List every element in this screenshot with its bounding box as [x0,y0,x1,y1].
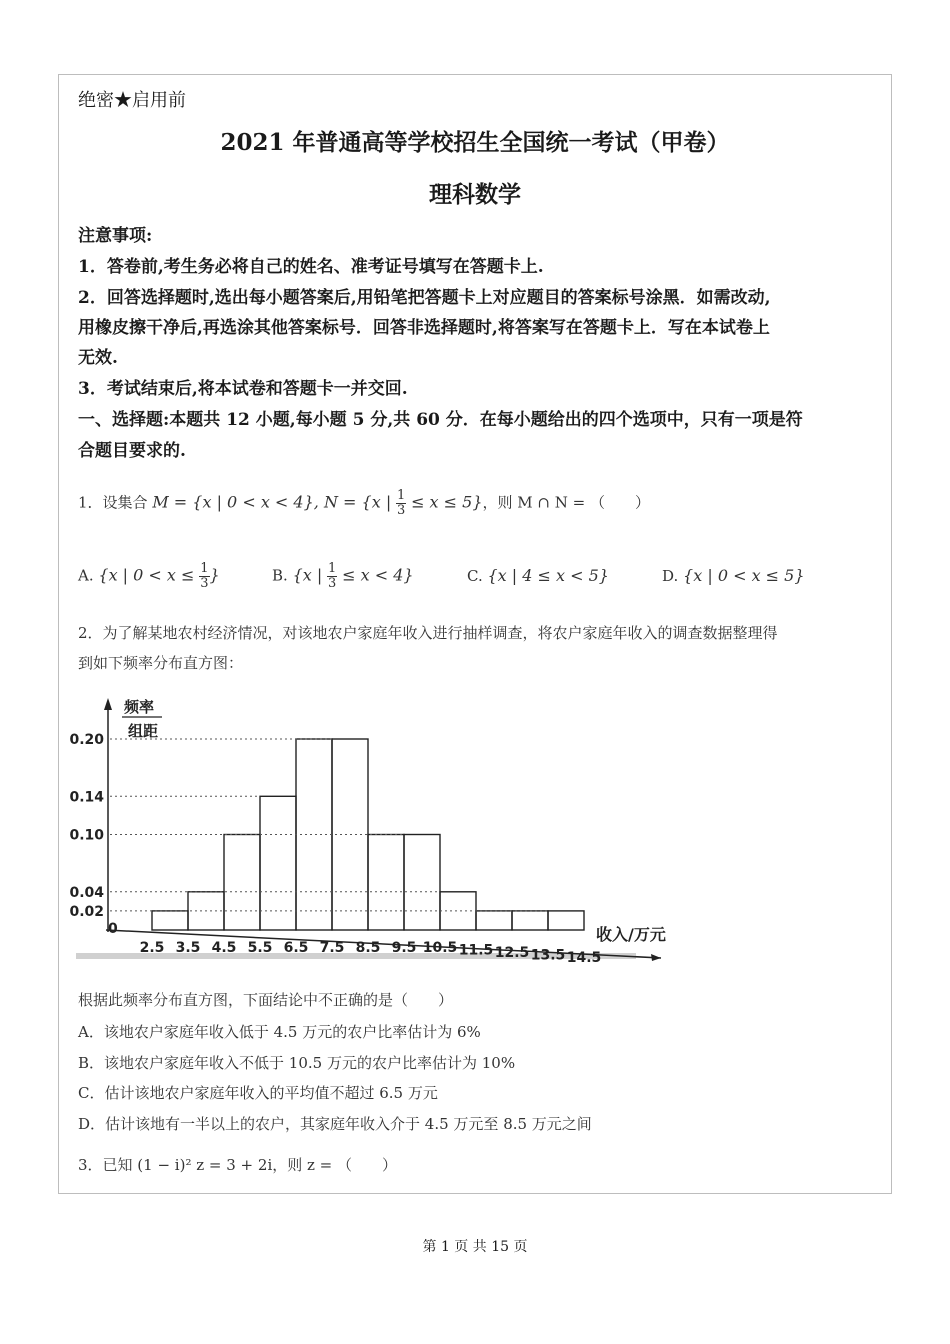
y-tick-label: 0.04 [69,884,104,901]
exam-title: 2021 年普通高等学校招生全国统一考试（甲卷） [220,129,730,156]
histogram-chart [69,690,696,976]
notes-item-1: 1．答卷前,考生务必将自己的姓名、准考证号填写在答题卡上. [78,257,544,277]
page-number: 第 1 页 共 15 页 [422,1239,528,1255]
q1-option-b: B. {x | $\frac{1}{3}$ ≤ x < 4} [272,561,414,591]
secret-label: 绝密★启用前 [78,90,186,111]
q2-option-d: D．估计该地有一半以上的农户，其家庭年收入介于 4.5 万元至 8.5 万元之间 [78,1115,592,1133]
q1-prefix: 1．设集合 [78,493,148,512]
q1-set-m: M = {x | 0 < x < 4} [152,492,314,512]
histogram-bar [512,911,548,930]
q1-option-d-set: {x | 0 < x ≤ 5} [683,566,805,585]
y-axis-label-top: 频率 [124,698,155,716]
x-tick-label: 8.5 [355,940,381,956]
q1-option-d-label: D. [662,567,679,585]
x-tick-label: 7.5 [319,940,345,956]
notes-item-2-line-3: 无效. [78,348,118,368]
q2-option-b: B．该地农户家庭年收入不低于 10.5 万元的农户比率估计为 10% [78,1054,516,1072]
notes-item-3: 3．考试结束后,将本试卷和答题卡一并交回. [78,379,408,399]
y-axis-label-bottom: 组距 [128,722,159,740]
q1-option-b-fraction: $\frac{1}{3}$ [328,561,337,591]
y-tick-label: 0.10 [69,827,104,844]
x-tick-label: 6.5 [283,940,309,956]
section1-line-1: 一、选择题:本题共 12 小题,每小题 5 分,共 60 分．在每小题给出的四个选项中，只有一项是符 [78,410,803,430]
q2-stem-line-2: 到如下频率分布直方图： [78,654,244,672]
q1-stem [78,489,650,518]
notes-heading: 注意事项: [78,226,153,246]
q2-stem-line-1: 2．为了解某地农村经济情况，对该地农户家庭年收入进行抽样调查，将农户家庭年收入的调查数据整理得 [78,624,778,642]
x-tick-label: 11.5 [458,942,494,959]
origin-label: 0 [108,921,118,937]
x-tick-label: 13.5 [530,947,566,964]
histogram-bar [224,835,260,931]
y-tick-label: 0.02 [69,903,104,920]
q1-option-c [467,566,609,585]
x-axis-label: 收入/万元 [596,925,666,944]
q2-option-a: A．该地农户家庭年收入低于 4.5 万元的农户比率估计为 6% [78,1023,481,1041]
q2-option-c: C．估计该地农户家庭年收入的平均值不超过 6.5 万元 [78,1084,438,1102]
histogram-bar [260,796,296,930]
histogram-bar [476,911,512,930]
q3-stem: 3．已知 (1 − i)² z = 3 + 2i，则 z = （ ） [78,1156,398,1174]
q1-option-c-set: {x | 4 ≤ x < 5} [487,566,609,585]
q1-option-c-label: C. [467,567,483,585]
histogram-bar [152,911,188,930]
x-tick-label: 3.5 [175,940,201,956]
notes-item-2-line-1: 2．回答选择题时,选出每小题答案后,用铅笔把答题卡上对应题目的答案标号涂黑．如需改动, [78,288,771,308]
q1-option-a: A. {x | 0 < x ≤ $\frac{1}{3}$ } [78,561,220,591]
q1-option-d [662,566,805,585]
x-axis-arrow [651,954,661,961]
x-tick-label: 10.5 [422,940,458,956]
histogram-bar [404,835,440,931]
section1-line-2: 合题目要求的. [78,441,186,461]
q1-set-n-suffix: ≤ x ≤ 5} [411,492,483,512]
q1-option-a-set: {x | 0 < x ≤ [98,565,195,585]
q1-option-b-set: {x | [292,565,323,585]
q1-suffix: ，则 M ∩ N = （ ） [482,493,650,512]
exam-subtitle: 理科数学 [429,181,521,208]
x-tick-label: 2.5 [139,940,165,956]
y-axis-arrow [104,698,112,710]
x-tick-label: 14.5 [566,950,602,966]
q1-option-a-fraction: $\frac{1}{3}$ [200,561,209,591]
y-tick-label: 0.20 [69,732,104,748]
y-tick-label: 0.14 [69,789,104,806]
q1-option-b-label: B. [272,566,288,585]
x-tick-label: 5.5 [247,940,273,956]
x-tick-label: 12.5 [494,945,530,961]
notes-item-2-line-2: 用橡皮擦干净后,再选涂其他答案标号．回答非选择题时,将答案写在答题卡上．写在本试卷上 [78,318,770,338]
q1-set-n-prefix: , N = {x | [313,492,392,512]
q2-question: 根据此频率分布直方图，下面结论中不正确的是（ ） [78,991,454,1009]
x-tick-label: 4.5 [211,940,237,956]
q1-set-n-fraction: $\frac{1}{3}$ [397,488,406,518]
histogram-bar [368,835,404,931]
histogram-bar [548,911,584,930]
x-tick-label: 9.5 [391,940,417,956]
q1-option-a-label: A. [78,566,94,585]
